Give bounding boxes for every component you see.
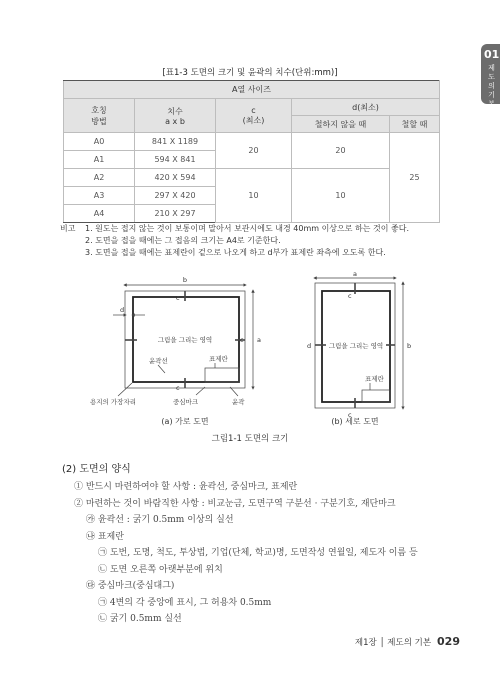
section-line: ㉠ 도번, 도명, 척도, 투상법, 기업(단체, 학교)명, 도면작성 연월일, 제도자 이름 등 <box>98 548 418 558</box>
d-unbound-cell: 20 <box>292 133 390 169</box>
landscape-title-block <box>205 368 239 382</box>
paper-edge-label: 용지의 가장자리 <box>90 398 137 406</box>
dim-label-b: b <box>182 276 188 284</box>
note-item: 3. 도면을 접을 때에는 표제란이 겉으로 나오게 하고 d부가 표제란 좌측에 오도록 한다. <box>85 248 386 257</box>
col-header-d: d(최소) <box>292 99 440 116</box>
col-header-d-unbound: 철하지 않을 때 <box>292 116 390 133</box>
table-row <box>64 169 440 187</box>
dim-label-c: c <box>348 292 352 300</box>
center-mark-label: 중심마크 <box>173 398 199 406</box>
portrait-caption: (b) 세로 도면 <box>331 417 379 426</box>
d-bound-cell: 25 <box>390 133 440 223</box>
table-group-header: A열 사이즈 <box>64 81 440 99</box>
table-row <box>64 133 440 151</box>
section-line: ㉮ 윤곽선 : 굵기 0.5mm 이상의 실선 <box>86 515 234 525</box>
page-number: 029 <box>437 635 460 648</box>
dim-label-c: c <box>348 411 352 419</box>
table-notes <box>60 223 460 259</box>
section-line: ㉰ 중심마크(중심대그) <box>86 581 175 591</box>
section-line: ㉡ 굵기 0.5mm 실선 <box>98 614 182 624</box>
dim-label-a: a <box>353 270 357 278</box>
size-dim-cell: 210 X 297 <box>135 205 216 223</box>
portrait-title-block <box>362 390 390 402</box>
dim-label-d: d <box>307 342 312 350</box>
table-caption: [표1-3 도면의 크기 및 윤곽의 치수(단위:mm)] <box>162 68 338 78</box>
figure-caption: 그림1-1 도면의 크기 <box>211 434 289 444</box>
dim-label-a: a <box>257 336 261 344</box>
size-dim-cell: 841 X 1189 <box>135 133 216 151</box>
section-line: ② 마련하는 것이 바람직한 사항 : 비교눈금, 도면구역 구분선 · 구분기호, 재단마크 <box>74 498 396 509</box>
dim-label-d: d <box>120 306 125 314</box>
col-header-c: c (최소) <box>216 99 292 133</box>
dim-label-c: c <box>176 294 180 302</box>
size-dim-cell: 420 X 594 <box>135 169 216 187</box>
portrait-title-block-label: 표제란 <box>365 375 384 383</box>
notes-label: 비고 <box>60 224 76 233</box>
section-line: ㉯ 표제란 <box>86 531 124 542</box>
paper-size-table <box>63 80 440 223</box>
section-line: ① 반드시 마련하여야 할 사항 : 윤곽선, 중심마크, 표제란 <box>74 482 298 492</box>
border-line-label: 윤곽선 <box>149 357 168 365</box>
size-dim-cell: 594 X 841 <box>135 151 216 169</box>
col-header-size: 치수 a x b <box>135 99 216 133</box>
d-unbound-cell: 10 <box>292 169 390 223</box>
dim-label-c: c <box>240 336 244 344</box>
chapter-number: 01 <box>484 48 500 61</box>
section-line: ㉠ 4변의 각 중앙에 표시, 그 허용차 0.5mm <box>98 597 272 608</box>
section-line: ㉡ 도면 오른쪽 아랫부분에 위치 <box>98 564 223 575</box>
col-header-d-bound: 철할 때 <box>390 116 440 133</box>
c-value-cell: 10 <box>216 169 292 223</box>
size-name-cell: A4 <box>64 205 135 223</box>
note-item: 1. 원도는 접지 않는 것이 보통이며 말아서 보관시에도 내경 40mm 이상으로 하는 것이 좋다. <box>85 224 410 233</box>
outline-label: 윤곽 <box>232 398 245 406</box>
c-value-cell: 20 <box>216 133 292 169</box>
note-item: 2. 도면을 접을 때에는 그 접음의 크기는 A4로 기준한다. <box>85 236 281 245</box>
size-name-cell: A2 <box>64 169 135 187</box>
landscape-caption: (a) 가로 도면 <box>161 417 209 426</box>
drawing-size-diagram <box>70 270 450 430</box>
dim-label-b: b <box>407 342 412 350</box>
drawing-format-section <box>62 460 472 628</box>
page-footer <box>330 635 460 648</box>
dim-label-c: c <box>176 384 180 392</box>
portrait-drawing-area-text: 그림을 그리는 영역 <box>328 342 384 350</box>
footer-chapter: 제1장 │ 제도의 기본 <box>354 638 432 648</box>
size-name-cell: A1 <box>64 151 135 169</box>
landscape-drawing-area-text: 그림을 그리는 영역 <box>157 336 213 344</box>
size-dim-cell: 297 X 420 <box>135 187 216 205</box>
size-name-cell: A3 <box>64 187 135 205</box>
col-header-designation: 호칭 방법 <box>64 99 135 133</box>
section-heading: (2) 도면의 양식 <box>62 464 131 475</box>
title-block-label: 표제란 <box>209 355 228 363</box>
size-name-cell: A0 <box>64 133 135 151</box>
chapter-title: 제도의 기본 <box>488 64 495 108</box>
